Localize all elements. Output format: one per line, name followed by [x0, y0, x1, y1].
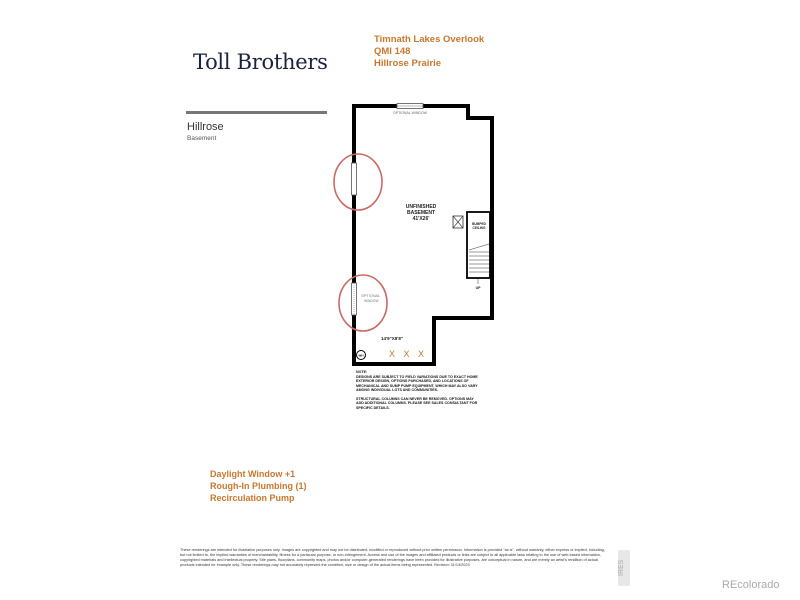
- community-name: Timnath Lakes Overlook: [374, 34, 485, 45]
- lot-number: QMI 148: [374, 46, 411, 57]
- svg-text:UNFINISHED: UNFINISHED: [405, 204, 437, 210]
- optional-window-top-label: OPTIONAL WINDOW: [393, 111, 427, 115]
- highlight-circle-upper: [334, 154, 382, 210]
- plan-notes: NOTE: DESIGNS ARE SUBJECT TO FIELD VARIATIONS DUE TO EXACT HOME EXTERIOR DESIGN, OPTIONS PURCHASED, AND LOCATIONS OF MECHANICAL AND SUMP PUMP EQUIPMENT, WHICH MAY ALSO VARY AMONG INDIVIDUAL LOTS AND COMMUNITIES. STRUCTURAL COLUMNS CAN NEVER BE REMOVED. OPTIONS MAY ADD ADDITIONAL COLUMNS. PLEASE SEE SALES CONSULTANT FOR SPECIFIC DETAILS.: [356, 370, 478, 410]
- svg-text:BASEMENT: BASEMENT: [406, 210, 436, 216]
- room-size: 41'X26': [412, 216, 430, 222]
- alcove-size: 14'9"X8'8": [381, 336, 403, 341]
- legal-disclaimer: These renderings are intended for illustrative purposes only. Images are copyrighted and may not be distributed, modified or reproduced without prior written permission. Information is provided "as is", without warranty, either express or implied, including, but not limited to, the implied warranties of merchantability, fitness for a particular purpose, or non-infringement. Access and use of the images and affiliated products or links are subject to all applicable laws relating to the use of web-based information, copyrighted materials and intellectual property. Site plans, floorplans, community maps, photos and/or computer-generated renderings have been provided for illustrative purposes, are conceptual in nature, and are merely an artist's rendition of actual products intended for example only. These renderings may not accurately represent the condition, size or design of the actual items being represented. Revision: 11/13/2023: [180, 548, 605, 567]
- option-item: Daylight Window +1: [210, 469, 296, 479]
- svg-text:WINDOW: WINDOW: [364, 299, 379, 303]
- watermark: REcolorado: [722, 579, 780, 591]
- option-item: Recirculation Pump: [210, 493, 295, 503]
- divider: [186, 111, 327, 114]
- option-item: Rough-In Plumbing (1): [210, 481, 307, 491]
- svg-text:BUMPED: BUMPED: [472, 222, 486, 226]
- selected-options: [210, 468, 306, 504]
- svg-text:CEILING: CEILING: [472, 226, 486, 230]
- highlight-circle-lower: [339, 275, 387, 331]
- window-left-upper-icon: [352, 163, 357, 195]
- rough-in-markers: X X X: [388, 349, 428, 359]
- project-info: [374, 34, 484, 70]
- plan-name: Hillrose: [187, 121, 224, 133]
- optional-window-side-label: OPTIONAL: [361, 294, 381, 298]
- floorplan: [330, 98, 500, 370]
- plan-level: Basement: [187, 135, 217, 142]
- model-name: Hillrose Prairie: [374, 58, 442, 69]
- stairs-up-label: UP: [475, 286, 481, 290]
- ires-badge: IRES: [618, 550, 630, 586]
- svg-text:WH: WH: [358, 353, 364, 358]
- brand-logo: Toll Brothers: [193, 50, 328, 74]
